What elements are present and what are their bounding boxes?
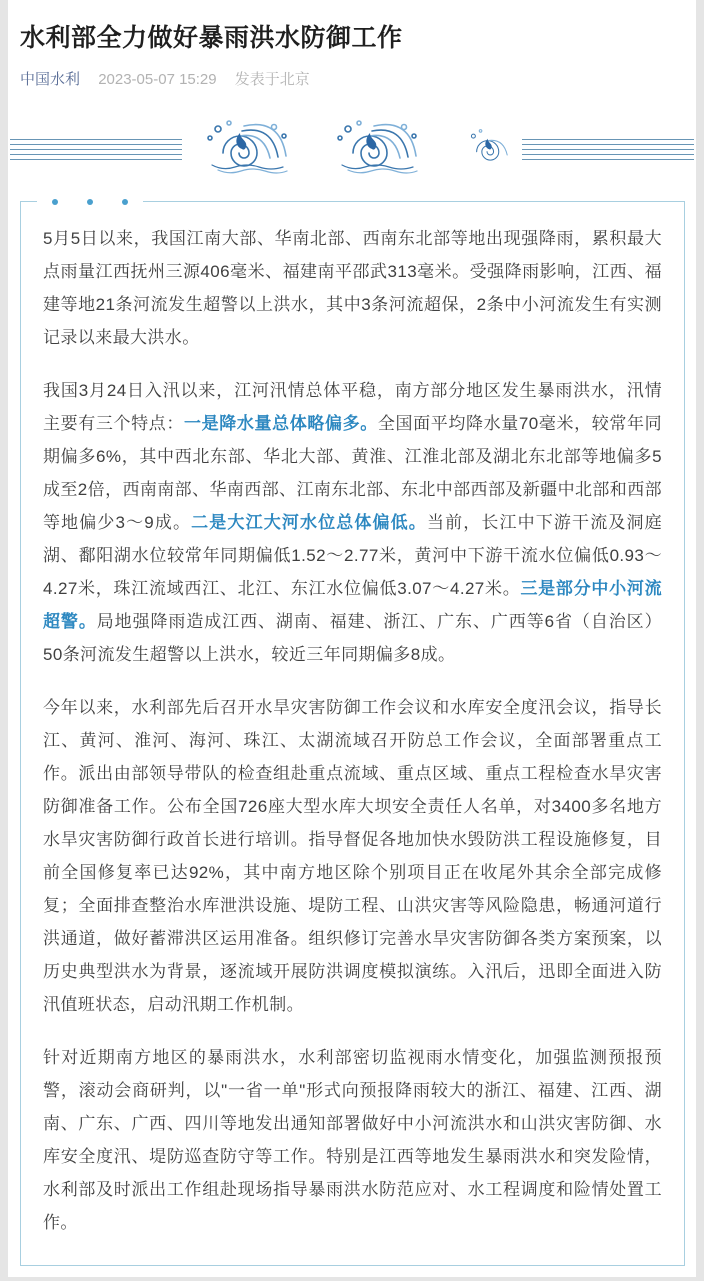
wave-pattern-icon xyxy=(182,115,522,177)
body-text: 我国3月24日入汛以来，江河汛情总体平稳，南方部分地区发生暴雨洪水，汛情主要有三个特点： xyxy=(43,380,662,433)
body-text: 针对近期南方地区的暴雨洪水，水利部密切监视雨水情变化，加强监测预报预警，滚动会商研判，以"一省一单"形式向预报降雨较大的浙江、福建、江西、湖南、广东、广西、四川等地发出通知部署做好中小河流洪水和山洪灾害防御、水库安全度汛、堤防巡查防守等工作。特别是江西等地发生暴雨洪水和突发险情，水利部及时派出工作组赴现场指导暴雨洪水防范应对、水工程调度和险情处置工作。 xyxy=(43,1047,662,1232)
account-link[interactable]: 中国水利 xyxy=(20,70,81,88)
highlight-text: 一是降水量总体略偏多。 xyxy=(184,413,378,433)
dot-icon xyxy=(122,199,128,205)
body-text: 局地强降雨造成江西、湖南、福建、浙江、广东、广西等6省（自治区）50条河流发生超警以上洪水，较近三年同期偏多8成。 xyxy=(43,611,662,664)
dot-icon xyxy=(52,199,58,205)
body-text: 全国面平均降水量70毫米，较常年同期偏多6%，其中西北东部、华北大部、黄淮、江淮北部及湖北东北部等地偏多5成至2倍，西南南部、华南西部、江南东北部、东北中部西部及新疆中北部和西部等地偏少3～9成。 xyxy=(43,413,662,532)
body-text: 当前，长江中下游干流及洞庭湖、鄱阳湖水位较常年同期偏低1.52～2.77米，黄河中下游干流水位偏低0.93～4.27米，珠江流域西江、北江、东江水位偏低3.07～4.27米。 xyxy=(43,512,663,598)
article-header xyxy=(8,0,696,89)
dot-icon xyxy=(87,199,93,205)
article-content-box xyxy=(20,201,685,1266)
article-card xyxy=(8,0,696,1277)
article-paragraph xyxy=(43,1041,662,1239)
dots-decoration xyxy=(37,198,143,206)
highlight-text: 二是大江大河水位总体偏低。 xyxy=(191,512,427,532)
wave-divider xyxy=(8,115,696,181)
publish-location: 发表于北京 xyxy=(234,70,310,88)
article-paragraph xyxy=(43,222,662,354)
body-text: 5月5日以来，我国江南大部、华南北部、西南东北部等地出现强降雨，累积最大点雨量江西抚州三源406毫米、福建南平邵武313毫米。受强降雨影响，江西、福建等地21条河流发生超警以上洪水，其中3条河流超保，2条中小河流发生有实测记录以来最大洪水。 xyxy=(43,228,662,347)
article-body xyxy=(43,222,662,1239)
body-text: 今年以来，水利部先后召开水旱灾害防御工作会议和水库安全度汛会议，指导长江、黄河、淮河、海河、珠江、太湖流域召开防总工作会议，全面部署重点工作。派出由部领导带队的检查组赴重点流域、重点区域、重点工程检查水旱灾害防御准备工作。公布全国726座大型水库大坝安全责任人名单，对3400多名地方水旱灾害防御行政首长进行培训。指导督促各地加快水毁防洪工程设施修复，目前全国修复率已达92%，其中南方地区除个别项目正在收尾外其余全部完成修复；全面排查整治水库泄洪设施、堤防工程、山洪灾害等风险隐患，畅通河道行洪通道，做好蓄滞洪区运用准备。组织修订完善水旱灾害防御各类方案预案，以历史典型洪水为背景，逐流域开展防洪调度模拟演练。入汛后，迅即全面进入防汛值班状态，启动汛期工作机制。 xyxy=(43,697,662,1014)
article-paragraph xyxy=(43,374,662,671)
publish-datetime: 2023-05-07 15:29 xyxy=(98,70,217,88)
byline xyxy=(20,68,684,89)
page-title: 水利部全力做好暴雨洪水防御工作 xyxy=(20,24,403,52)
article-paragraph xyxy=(43,691,662,1021)
highlight-text: 三是部分中小河流超警。 xyxy=(43,578,663,631)
